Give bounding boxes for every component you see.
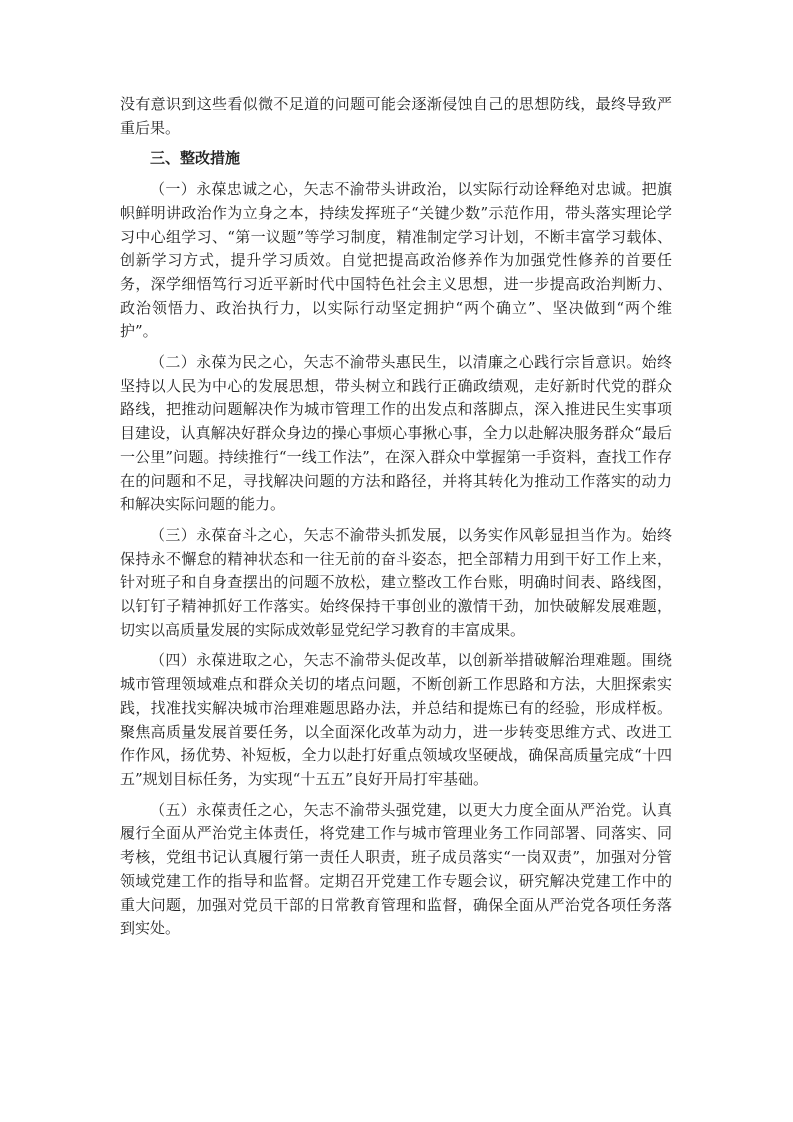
measure-paragraph-2: （二）永葆为民之心，矢志不渝带头惠民生，以清廉之心践行宗旨意识。始终坚持以人民为中心的发展思想，带头树立和践行正确政绩观，走好新时代党的群众路线，把推动问题解决作为城市管理工作的出发点和落脚点，深入推进民生实事项目建设，认真解决好群众身边的操心事烦心事揪心事，全力以赴解决服务群众“最后一公里”问题。持续推行“一线工作法”，在深入群众中掌握第一手资料，查找工作存在的问题和不足，寻找解决问题的方法和路径，并将其转化为推动工作落实的动力和解决实际问题的能力。 xyxy=(120,353,672,514)
document-body xyxy=(120,93,672,948)
continuation-paragraph: 没有意识到这些看似微不足道的问题可能会逐渐侵蚀自己的思想防线，最终导致严重后果。 xyxy=(120,95,672,137)
section-heading: 三、整改措施 xyxy=(150,149,241,168)
measure-paragraph-1: （一）永葆忠诚之心，矢志不渝带头讲政治，以实际行动诠释绝对忠诚。把旗帜鲜明讲政治作为立身之本，持续发挥班子“关键少数”示范作用，带头落实理论学习中心组学习、“第一议题”等学习制度，精准制定学习计划，不断丰富学习载体、创新学习方式，提升学习质效。自觉把提高政治修养作为加强党性修养的首要任务，深学细悟笃行习近平新时代中国特色社会主义思想，进一步提高政治判断力、政治领悟力、政治执行力，以实际行动坚定拥护“两个确立”、坚决做到“两个维护”。 xyxy=(120,180,672,341)
measure-paragraph-5: （五）永葆责任之心，矢志不渝带头强党建，以更大力度全面从严治党。认真履行全面从严治党主体责任，将党建工作与城市管理业务工作同部署、同落实、同考核，党组书记认真履行第一责任人职责，班子成员落实“一岗双责”，加强对分管领域党建工作的指导和监督。定期召开党建工作专题会议，研究解决党建工作中的重大问题，加强对党员干部的日常教育管理和监督，确保全面从严治党各项任务落到实处。 xyxy=(120,800,672,938)
measure-paragraph-3: （三）永葆奋斗之心，矢志不渝带头抓发展，以务实作风彰显担当作为。始终保持永不懈怠的精神状态和一往无前的奋斗姿态，把全部精力用到干好工作上来，针对班子和自身查摆出的问题不放松，建立整改工作台账，明确时间表、路线图，以钉钉子精神抓好工作落实。始终保持干事创业的激情干劲，加快破解发展难题，切实以高质量发展的实际成效彰显党纪学习教育的丰富成果。 xyxy=(120,525,672,639)
measure-paragraph-4: （四）永葆进取之心，矢志不渝带头促改革，以创新举措破解治理难题。围绕城市管理领域难点和群众关切的堵点问题，不断创新工作思路和方法，大胆探索实践，找准找实解决城市治理难题思路办法，并总结和提炼已有的经验，形成样板。聚焦高质量发展首要任务，以全面深化改革为动力，进一步转变思维方式、改进工作作风，扬优势、补短板，全力以赴打好重点领域攻坚硬战，确保高质量完成“十四五”规划目标任务，为实现“十五五”良好开局打牢基础。 xyxy=(120,651,672,788)
